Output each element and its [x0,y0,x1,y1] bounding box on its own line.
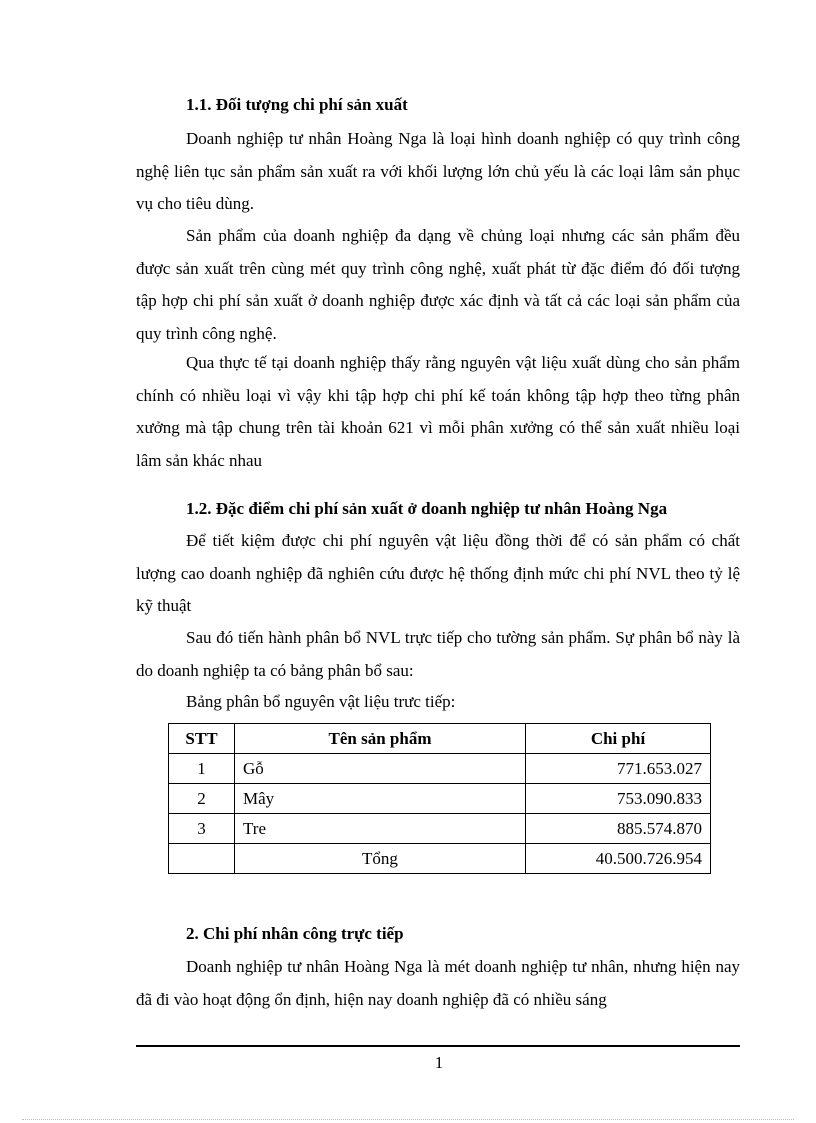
table-total-row [169,844,711,874]
material-allocation-table [168,723,711,874]
footer-divider [136,1045,740,1047]
header-cost: Chi phí [526,724,711,754]
section-1-2-paragraph-2: Sau đó tiến hành phân bổ NVL trực tiếp cho tường sản phẩm. Sự phân bổ này là do doanh nghiệp ta có bảng phân bổ sau: [136,628,740,680]
section-2-paragraph-1: Doanh nghiệp tư nhân Hoàng Nga là mét doanh nghiệp tư nhân, nhưng hiện nay đã đi vào hoạt động ổn định, hiện nay doanh nghiệp đã có nhiều sáng [136,957,740,1009]
section-1-2-paragraph-1: Để tiết kiệm được chi phí nguyên vật liệu đồng thời để có sản phẩm có chất lượng cao doanh nghiệp đã nghiên cứu được hệ thống định mức chi phí NVL theo tỷ lệ kỹ thuật [136,531,740,615]
cell-stt: 3 [169,814,235,844]
table-caption: Bảng phân bổ nguyên vật liệu trưc tiếp: [186,692,456,711]
table-row [169,784,711,814]
table-header-row [169,724,711,754]
section-2-title: 2. Chi phí nhân công trực tiếp [186,924,404,943]
table-row [169,754,711,784]
cell-stt: 2 [169,784,235,814]
cell-product-name: Mây [235,784,526,814]
cell-cost: 885.574.870 [526,814,711,844]
cell-product-name: Tre [235,814,526,844]
header-stt: STT [169,724,235,754]
section-1-1-paragraph-3: Qua thực tế tại doanh nghiệp thấy rằng nguyên vật liệu xuất dùng cho sản phẩm chính có nhiều loại vì vậy khi tập hợp chi phí kế toán không tập hợp theo từng phân xưởng mà tập chung trên tài khoản 621 vì mỗi phân xưởng có thể sản xuất nhiều loại lâm sản khác nhau [136,353,740,470]
section-1-1-paragraph-1: Doanh nghiệp tư nhân Hoàng Nga là loại hình doanh nghiệp có quy trình công nghệ liên tục sản phẩm sản xuất ra với khối lượng lớn chủ yếu là các loại lâm sản phục vụ cho tiêu dùng. [136,129,740,213]
section-1-1-paragraph-2: Sản phẩm của doanh nghiệp đa dạng về chủng loại nhưng các sản phẩm đều được sản xuất trên cùng mét quy trình công nghệ, xuất phát từ đặc điểm đó đối tượng tập hợp chi phí sản xuất ở doanh nghiệp được xác định và tất cả các loại sản phẩm của quy trình công nghệ. [136,226,740,343]
table-row [169,814,711,844]
page-number: 1 [434,1053,444,1072]
cell-empty [169,844,235,874]
page-bottom-border [22,1119,794,1120]
total-label: Tổng [235,844,526,874]
cell-cost: 753.090.833 [526,784,711,814]
section-1-2-title: 1.2. Đặc điểm chi phí sản xuất ở doanh nghiệp tư nhân Hoàng Nga [186,499,668,518]
section-1-1-title: 1.1. Đối tượng chi phí sản xuất [186,95,408,114]
cell-cost: 771.653.027 [526,754,711,784]
cell-stt: 1 [169,754,235,784]
total-value: 40.500.726.954 [526,844,711,874]
cell-product-name: Gỗ [235,754,526,784]
header-product-name: Tên sản phẩm [235,724,526,754]
